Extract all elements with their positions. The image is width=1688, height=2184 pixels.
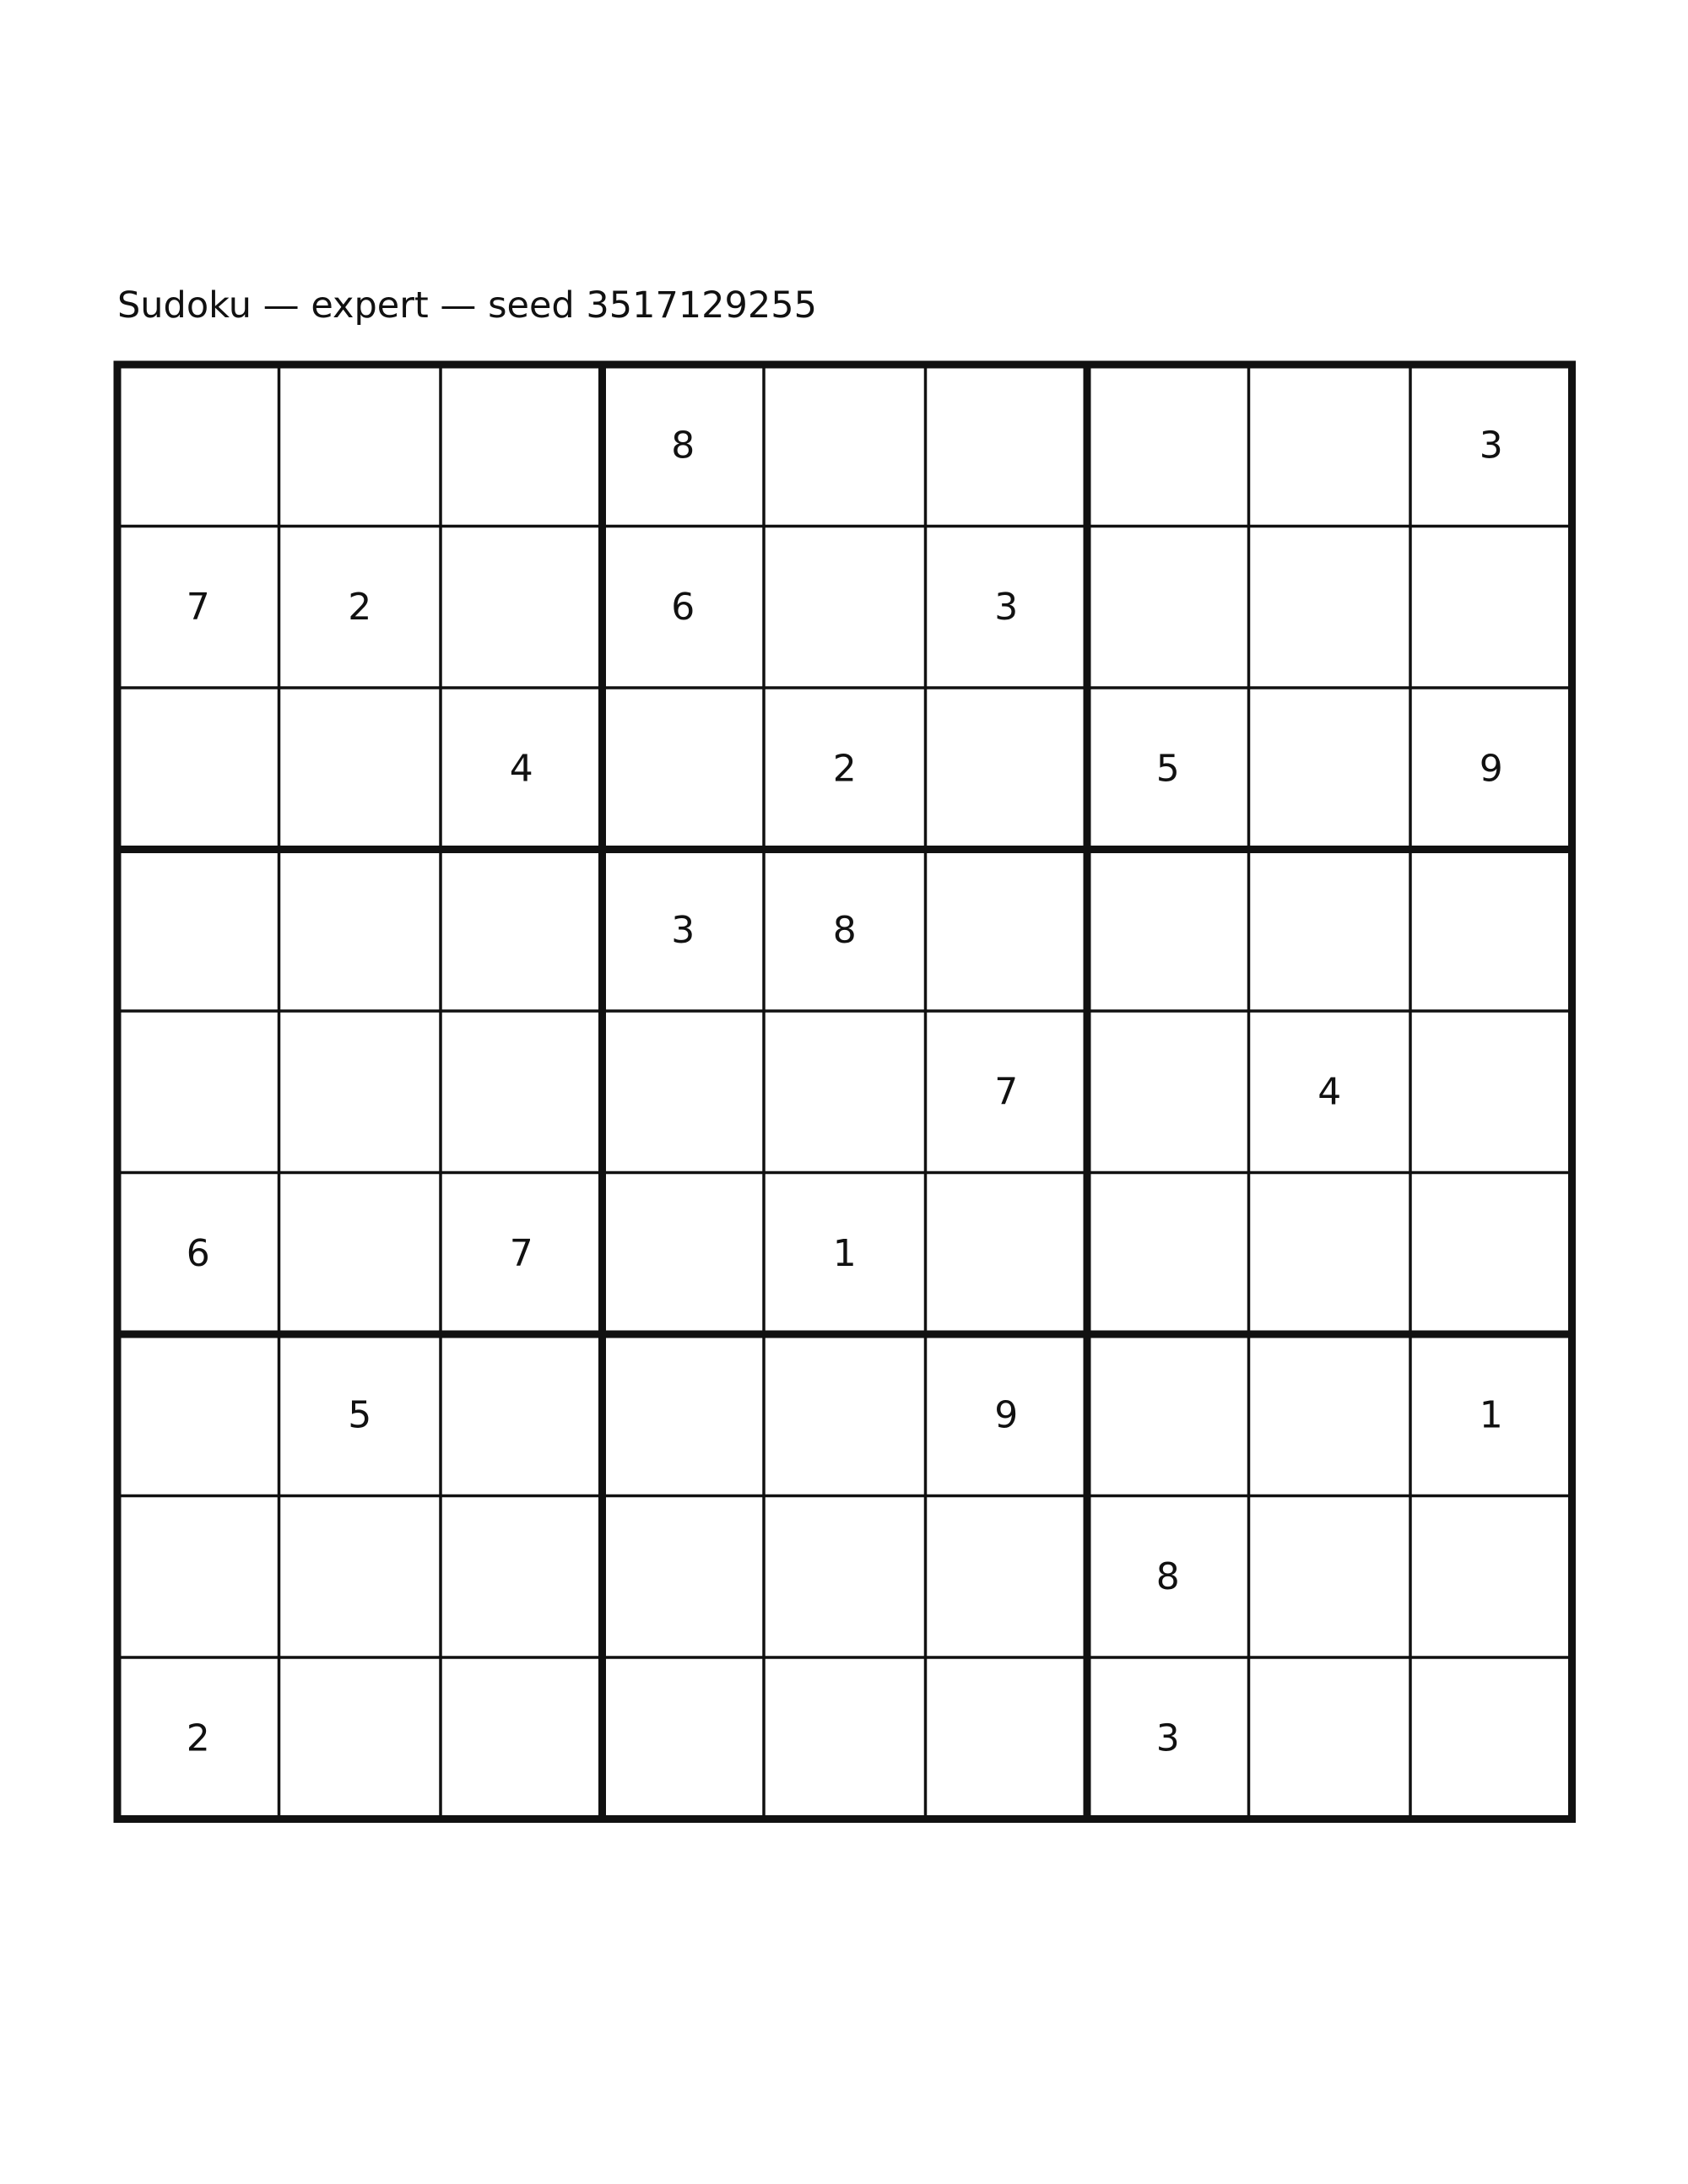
sudoku-cell-r6c9[interactable] xyxy=(1410,1173,1572,1335)
sudoku-cell-r3c6[interactable] xyxy=(926,688,1088,850)
sudoku-cell-r9c4[interactable] xyxy=(603,1657,765,1819)
sudoku-cell-r4c2[interactable] xyxy=(279,850,441,1012)
cells-layer xyxy=(117,365,1572,1819)
sudoku-cell-r9c9[interactable] xyxy=(1410,1657,1572,1819)
sudoku-cell-r2c8[interactable] xyxy=(1249,527,1411,689)
sudoku-cell-r4c1[interactable] xyxy=(117,850,279,1012)
sudoku-cell-r6c6[interactable] xyxy=(926,1173,1088,1335)
sudoku-cell-r1c2[interactable] xyxy=(279,365,441,527)
sudoku-cell-r4c3[interactable] xyxy=(441,850,603,1012)
sudoku-cell-r7c8[interactable] xyxy=(1249,1334,1411,1496)
puzzle-title: Sudoku — expert — seed 3517129255 xyxy=(117,284,817,327)
given-digit: 8 xyxy=(671,424,695,468)
sudoku-cell-r7c1[interactable] xyxy=(117,1334,279,1496)
sudoku-cell-r3c8[interactable] xyxy=(1249,688,1411,850)
sudoku-cell-r3c1[interactable] xyxy=(117,688,279,850)
given-digit: 9 xyxy=(994,1393,1019,1437)
sudoku-cell-r9c6[interactable] xyxy=(926,1657,1088,1819)
sudoku-cell-r9c3[interactable] xyxy=(441,1657,603,1819)
given-digit: 7 xyxy=(186,585,210,629)
given-digit: 5 xyxy=(348,1393,372,1437)
sudoku-cell-r8c8[interactable] xyxy=(1249,1496,1411,1658)
sudoku-cell-r8c4[interactable] xyxy=(603,1496,765,1658)
sudoku-cell-r2c5[interactable] xyxy=(764,527,926,689)
given-digit: 8 xyxy=(832,908,857,952)
sudoku-cell-r4c9[interactable] xyxy=(1410,850,1572,1012)
sudoku-cell-r9c8[interactable] xyxy=(1249,1657,1411,1819)
sudoku-cell-r1c3[interactable] xyxy=(441,365,603,527)
given-digit: 6 xyxy=(186,1231,210,1275)
sudoku-cell-r4c6[interactable] xyxy=(926,850,1088,1012)
given-digit: 3 xyxy=(1155,1716,1180,1760)
given-digit: 9 xyxy=(1479,747,1503,791)
sudoku-cell-r8c1[interactable] xyxy=(117,1496,279,1658)
given-digit: 3 xyxy=(1479,424,1503,468)
sudoku-cell-r6c7[interactable] xyxy=(1087,1173,1249,1335)
sudoku-cell-r9c2[interactable] xyxy=(279,1657,441,1819)
given-digit: 1 xyxy=(1479,1393,1503,1437)
sudoku-cell-r5c4[interactable] xyxy=(603,1011,765,1173)
given-digit: 3 xyxy=(994,585,1019,629)
sudoku-cell-r8c2[interactable] xyxy=(279,1496,441,1658)
sudoku-cell-r5c9[interactable] xyxy=(1410,1011,1572,1173)
given-digit: 4 xyxy=(1317,1070,1342,1114)
given-digit: 6 xyxy=(671,585,695,629)
sudoku-cell-r2c7[interactable] xyxy=(1087,527,1249,689)
sudoku-cell-r7c3[interactable] xyxy=(441,1334,603,1496)
given-digit: 2 xyxy=(832,747,857,791)
sudoku-cell-r8c6[interactable] xyxy=(926,1496,1088,1658)
sudoku-cell-r1c5[interactable] xyxy=(764,365,926,527)
sudoku-cell-r2c3[interactable] xyxy=(441,527,603,689)
sudoku-cell-r5c5[interactable] xyxy=(764,1011,926,1173)
given-digit: 2 xyxy=(186,1716,210,1760)
given-digit: 5 xyxy=(1155,747,1180,791)
sudoku-cell-r1c7[interactable] xyxy=(1087,365,1249,527)
sudoku-cell-r9c5[interactable] xyxy=(764,1657,926,1819)
sudoku-cell-r2c9[interactable] xyxy=(1410,527,1572,689)
sudoku-cell-r5c1[interactable] xyxy=(117,1011,279,1173)
sudoku-cell-r5c3[interactable] xyxy=(441,1011,603,1173)
sudoku-cell-r7c4[interactable] xyxy=(603,1334,765,1496)
given-digit: 4 xyxy=(509,747,533,791)
sudoku-cell-r6c8[interactable] xyxy=(1249,1173,1411,1335)
sudoku-cell-r1c8[interactable] xyxy=(1249,365,1411,527)
sudoku-cell-r3c2[interactable] xyxy=(279,688,441,850)
sudoku-cell-r1c1[interactable] xyxy=(117,365,279,527)
sudoku-cell-r8c3[interactable] xyxy=(441,1496,603,1658)
sudoku-cell-r5c2[interactable] xyxy=(279,1011,441,1173)
given-digit: 7 xyxy=(509,1231,533,1275)
given-digit: 1 xyxy=(832,1231,857,1275)
sudoku-cell-r1c6[interactable] xyxy=(926,365,1088,527)
given-digit: 2 xyxy=(348,585,372,629)
sudoku-cell-r5c7[interactable] xyxy=(1087,1011,1249,1173)
sudoku-cell-r4c8[interactable] xyxy=(1249,850,1411,1012)
sudoku-cell-r6c2[interactable] xyxy=(279,1173,441,1335)
sudoku-cell-r3c4[interactable] xyxy=(603,688,765,850)
given-digit: 3 xyxy=(671,908,695,952)
sudoku-cell-r8c9[interactable] xyxy=(1410,1496,1572,1658)
sudoku-cell-r7c7[interactable] xyxy=(1087,1334,1249,1496)
sudoku-cell-r8c5[interactable] xyxy=(764,1496,926,1658)
given-digit: 8 xyxy=(1155,1554,1180,1598)
sudoku-cell-r7c5[interactable] xyxy=(764,1334,926,1496)
sudoku-cell-r6c4[interactable] xyxy=(603,1173,765,1335)
given-digit: 7 xyxy=(994,1070,1019,1114)
sudoku-cell-r4c7[interactable] xyxy=(1087,850,1249,1012)
